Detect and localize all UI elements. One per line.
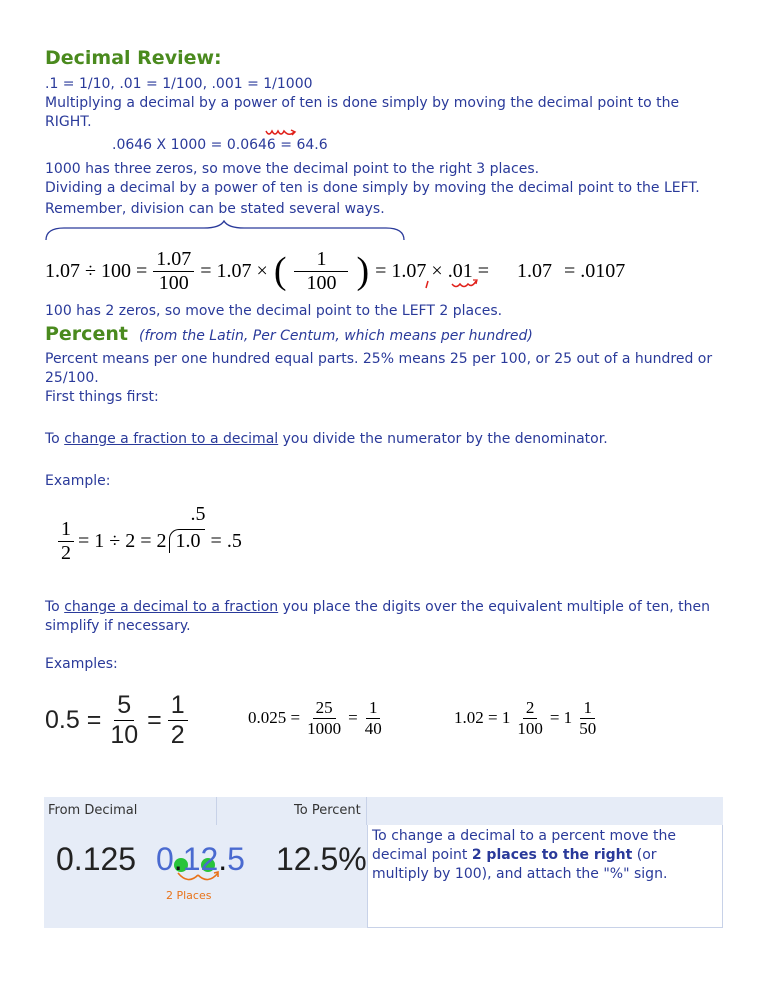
multiply-rule-line: Multiplying a decimal by a power of ten is done simply by moving the decimal point to the: [45, 95, 680, 111]
move-arrow-icon: [170, 871, 226, 889]
example-2-lhs: 0.025 =: [248, 708, 301, 727]
division-equation: [45, 244, 625, 298]
division-lhs: 1.07 ÷ 100 =: [45, 259, 148, 282]
examples-label: Examples:: [45, 656, 118, 672]
fraction-2-denominator: 100: [306, 271, 337, 294]
example-2-equals: =: [348, 708, 358, 727]
example-2-fraction-1: [304, 698, 344, 739]
fraction-2: [294, 248, 348, 295]
example-3-num-2: 1: [580, 698, 595, 719]
header-divider: [216, 797, 217, 825]
description-pre: To change a decimal to a percent move the decimal point: [372, 828, 676, 863]
dec-to-frac-line-2: simplify if necessary.: [45, 618, 191, 634]
example-1: [45, 688, 194, 752]
table-visual-cell: [44, 825, 367, 928]
dec-to-frac-pre: To: [45, 599, 65, 615]
table-header: [44, 797, 723, 825]
example-3-den-1: 100: [517, 718, 543, 738]
page-title: Decimal Review:: [45, 47, 222, 69]
right-paren: ): [356, 250, 370, 292]
fraction-1: [153, 248, 194, 295]
example-3-den-2: 50: [579, 718, 597, 738]
first-things-line: First things first:: [45, 389, 159, 405]
table-description-cell: [367, 825, 723, 928]
percent-title: Percent: [45, 323, 128, 345]
digit: 1: [182, 841, 201, 877]
multiply-rule-line-2: RIGHT.: [45, 114, 92, 130]
long-division: [169, 503, 206, 553]
example-2: [248, 690, 389, 746]
frac-to-dec-post: you divide the numerator by the denominator.: [278, 431, 608, 447]
example-1-den-1: 10: [110, 720, 139, 749]
example-2-num-1: 25: [313, 698, 336, 719]
curly-brace-icon: [44, 220, 408, 242]
conversion-description: [372, 827, 717, 884]
example-label: Example:: [45, 473, 111, 489]
half-numerator: 1: [58, 518, 74, 542]
percent-def-line-2: 25/100.: [45, 370, 99, 386]
percent-subtitle: (from the Latin, Per Centum, which means per hundred): [139, 328, 533, 344]
header-to-percent: To Percent: [294, 803, 361, 818]
digit: 2: [200, 841, 219, 877]
multiply-example: .0646 X 1000 = 0.0646 = 64.6: [112, 137, 328, 153]
frac-to-dec-link[interactable]: change a fraction to a decimal: [64, 431, 279, 447]
left-paren: (: [273, 250, 287, 292]
decimal-point: .: [173, 841, 183, 877]
example-2-den-2: 40: [364, 718, 382, 738]
division-result: = .0107: [563, 259, 626, 282]
header-from-decimal: From Decimal: [48, 803, 138, 818]
example-3-equals: = 1: [549, 708, 573, 727]
division-expression: = 1 ÷ 2 = 2: [78, 529, 167, 552]
frac-to-dec-equation: [58, 503, 242, 574]
example-3: [454, 690, 603, 746]
description-post: (or multiply by 100), and attach the "%" sign.: [372, 847, 668, 882]
long-division-quotient: .5: [190, 503, 206, 525]
frac-to-dec-pre: To: [45, 431, 65, 447]
decimal-to-percent-table: [44, 797, 723, 928]
digit: 0: [156, 841, 174, 877]
division-result-half: = .5: [210, 529, 242, 552]
to-percent-value: 12.5%: [276, 841, 367, 877]
three-zeros-line: 1000 has three zeros, so move the decimal point to the right 3 places.: [45, 161, 540, 177]
example-3-num-1: 2: [523, 698, 538, 719]
frac-to-dec-line: [45, 430, 608, 449]
example-2-num-2: 1: [366, 698, 381, 719]
percent-def-line: Percent means per one hundred equal parts. 25% means 25 per 100, or 25 out of a hundred or: [45, 351, 713, 367]
example-3-fraction-2: [576, 698, 599, 739]
decimal-move-annotation: [260, 128, 306, 142]
fraction-2-numerator: 1: [294, 248, 348, 272]
dec-to-frac-link[interactable]: change a decimal to a fraction: [64, 599, 279, 615]
digit: 5: [227, 841, 245, 877]
fraction-1-numerator: 1.07: [153, 248, 194, 272]
decimal-fractions-line: .1 = 1/10, .01 = 1/100, .001 = 1/1000: [45, 76, 313, 92]
divide-rule-line: Dividing a decimal by a power of ten is done simply by moving the decimal point to the LEFT.: [45, 180, 700, 196]
fraction-1-denominator: 100: [158, 271, 189, 294]
example-3-fraction-1: [514, 698, 546, 739]
example-1-den-2: 2: [170, 720, 185, 749]
example-3-lhs: 1.02 = 1: [454, 708, 511, 727]
decimal-point: .: [218, 841, 228, 877]
example-1-fraction-1: [107, 691, 141, 750]
decimal-left-annotation: [422, 276, 512, 292]
places-label: 2 Places: [166, 889, 212, 902]
example-1-num-2: 1: [168, 691, 188, 721]
half-denominator: 2: [61, 541, 71, 564]
division-mid: = 1.07 ×: [200, 259, 268, 282]
percent-heading: [45, 323, 533, 345]
division-rhs-2: 1.07: [516, 259, 552, 282]
two-zeros-line: 100 has 2 zeros, so move the decimal point to the LEFT 2 places.: [45, 303, 503, 319]
long-division-dividend: 1.0: [169, 529, 205, 553]
dec-to-frac-line: [45, 598, 710, 617]
example-1-fraction-2: [168, 691, 188, 750]
description-bold: 2 places to the right: [471, 847, 633, 863]
half-fraction: [58, 518, 74, 565]
example-1-lhs: 0.5 =: [45, 705, 102, 734]
from-decimal-value: 0.125: [56, 841, 137, 877]
example-1-equals: =: [147, 705, 162, 734]
example-1-num-1: 5: [114, 691, 134, 721]
dec-to-frac-post: you place the digits over the equivalent multiple of ten, then: [278, 599, 710, 615]
header-divider-2: [366, 797, 367, 825]
example-2-den-1: 1000: [307, 718, 342, 738]
example-2-fraction-2: [362, 698, 385, 739]
division-rhs-1: = 1.07 × .01 =: [375, 259, 489, 282]
division-ways-line: Remember, division can be stated several ways.: [45, 201, 385, 217]
